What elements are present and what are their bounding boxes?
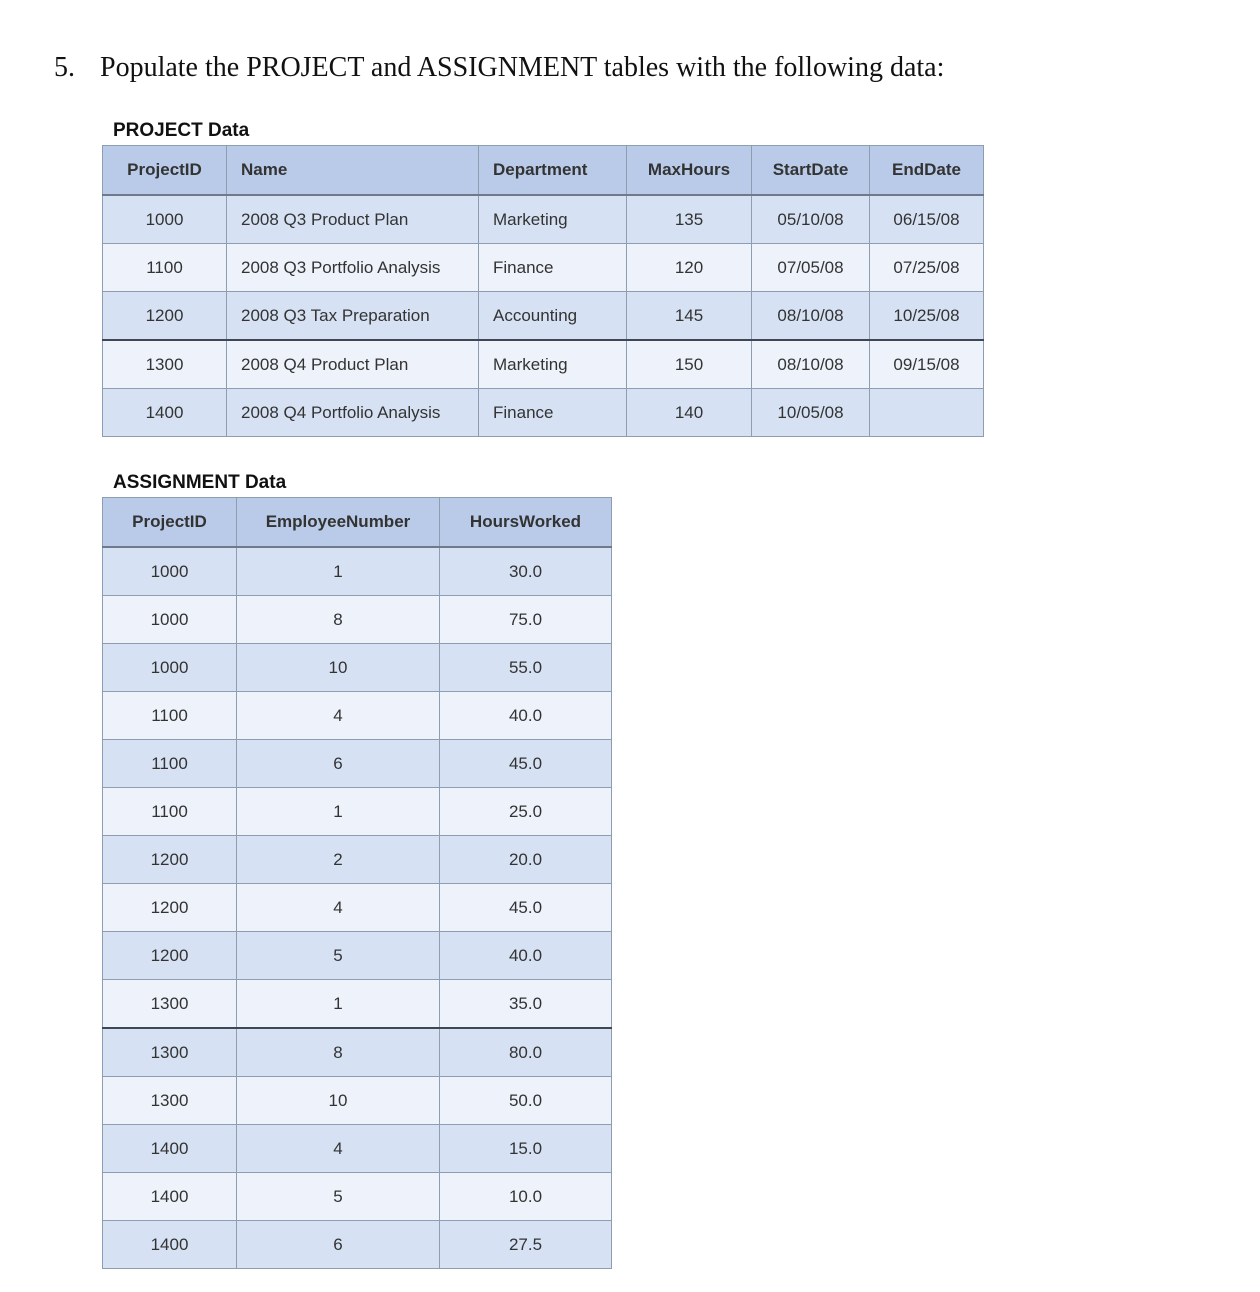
- cell-employeenumber: 2: [237, 836, 440, 884]
- cell-hoursworked: 55.0: [440, 644, 612, 692]
- cell-employeenumber: 1: [237, 980, 440, 1029]
- question-text: Populate the PROJECT and ASSIGNMENT tables with the following data:: [100, 52, 945, 83]
- assignment-table-caption: ASSIGNMENT Data: [113, 472, 287, 493]
- table-row: [103, 644, 612, 692]
- cell-startdate: 05/10/08: [752, 195, 870, 244]
- table-row: [103, 692, 612, 740]
- table-row: [103, 932, 612, 980]
- cell-startdate: 10/05/08: [752, 389, 870, 437]
- table-row: [103, 1221, 612, 1269]
- table-row: [103, 884, 612, 932]
- cell-projectid: 1400: [103, 1221, 237, 1269]
- assignment-table: [102, 497, 612, 1269]
- project-table-caption: PROJECT Data: [113, 120, 250, 141]
- table-row: [103, 244, 984, 292]
- cell-hoursworked: 45.0: [440, 740, 612, 788]
- cell-projectid: 1300: [103, 1077, 237, 1125]
- cell-projectid: 1400: [103, 1125, 237, 1173]
- cell-employeenumber: 5: [237, 1173, 440, 1221]
- table-row: [103, 788, 612, 836]
- cell-employeenumber: 10: [237, 644, 440, 692]
- cell-projectid: 1200: [103, 932, 237, 980]
- cell-department: Finance: [479, 244, 627, 292]
- cell-maxhours: 120: [627, 244, 752, 292]
- table-row: [103, 596, 612, 644]
- question-number: 5.: [54, 52, 75, 83]
- cell-employeenumber: 5: [237, 932, 440, 980]
- cell-projectid: 1000: [103, 596, 237, 644]
- cell-maxhours: 150: [627, 340, 752, 389]
- column-header-projectid: ProjectID: [103, 146, 227, 196]
- cell-projectid: 1200: [103, 836, 237, 884]
- cell-hoursworked: 15.0: [440, 1125, 612, 1173]
- cell-maxhours: 145: [627, 292, 752, 341]
- table-row: [103, 1077, 612, 1125]
- cell-projectid: 1300: [103, 340, 227, 389]
- table-row: [103, 1173, 612, 1221]
- column-header-name: Name: [227, 146, 479, 196]
- table-row: [103, 547, 612, 596]
- cell-enddate: [870, 389, 984, 437]
- column-header-startdate: StartDate: [752, 146, 870, 196]
- cell-hoursworked: 45.0: [440, 884, 612, 932]
- cell-maxhours: 135: [627, 195, 752, 244]
- cell-maxhours: 140: [627, 389, 752, 437]
- table-header-row: [103, 146, 984, 196]
- cell-employeenumber: 4: [237, 1125, 440, 1173]
- cell-name: 2008 Q3 Tax Preparation: [227, 292, 479, 341]
- table-header-row: [103, 498, 612, 548]
- cell-projectid: 1200: [103, 884, 237, 932]
- cell-enddate: 09/15/08: [870, 340, 984, 389]
- table-row: [103, 740, 612, 788]
- column-header-hoursworked: HoursWorked: [440, 498, 612, 548]
- cell-enddate: 06/15/08: [870, 195, 984, 244]
- column-header-projectid: ProjectID: [103, 498, 237, 548]
- cell-employeenumber: 4: [237, 692, 440, 740]
- cell-department: Marketing: [479, 195, 627, 244]
- table-row: [103, 389, 984, 437]
- cell-startdate: 07/05/08: [752, 244, 870, 292]
- cell-projectid: 1400: [103, 389, 227, 437]
- cell-startdate: 08/10/08: [752, 340, 870, 389]
- cell-startdate: 08/10/08: [752, 292, 870, 341]
- table-row: [103, 195, 984, 244]
- cell-projectid: 1100: [103, 244, 227, 292]
- cell-projectid: 1200: [103, 292, 227, 341]
- question-heading: [54, 52, 944, 84]
- cell-projectid: 1100: [103, 692, 237, 740]
- cell-hoursworked: 80.0: [440, 1028, 612, 1077]
- cell-department: Marketing: [479, 340, 627, 389]
- cell-hoursworked: 50.0: [440, 1077, 612, 1125]
- cell-projectid: 1000: [103, 644, 237, 692]
- cell-enddate: 10/25/08: [870, 292, 984, 341]
- cell-projectid: 1300: [103, 980, 237, 1029]
- column-header-maxhours: MaxHours: [627, 146, 752, 196]
- cell-name: 2008 Q4 Product Plan: [227, 340, 479, 389]
- column-header-employeenumber: EmployeeNumber: [237, 498, 440, 548]
- table-row: [103, 340, 984, 389]
- project-table: [102, 145, 984, 437]
- cell-department: Accounting: [479, 292, 627, 341]
- cell-hoursworked: 75.0: [440, 596, 612, 644]
- cell-name: 2008 Q3 Portfolio Analysis: [227, 244, 479, 292]
- cell-hoursworked: 35.0: [440, 980, 612, 1029]
- cell-employeenumber: 6: [237, 1221, 440, 1269]
- cell-employeenumber: 6: [237, 740, 440, 788]
- cell-hoursworked: 25.0: [440, 788, 612, 836]
- cell-hoursworked: 10.0: [440, 1173, 612, 1221]
- cell-employeenumber: 8: [237, 1028, 440, 1077]
- cell-hoursworked: 40.0: [440, 932, 612, 980]
- table-row: [103, 836, 612, 884]
- column-header-enddate: EndDate: [870, 146, 984, 196]
- cell-hoursworked: 27.5: [440, 1221, 612, 1269]
- cell-hoursworked: 40.0: [440, 692, 612, 740]
- table-row: [103, 292, 984, 341]
- table-row: [103, 980, 612, 1029]
- cell-name: 2008 Q4 Portfolio Analysis: [227, 389, 479, 437]
- cell-employeenumber: 8: [237, 596, 440, 644]
- cell-projectid: 1300: [103, 1028, 237, 1077]
- cell-projectid: 1100: [103, 788, 237, 836]
- cell-hoursworked: 30.0: [440, 547, 612, 596]
- cell-employeenumber: 10: [237, 1077, 440, 1125]
- cell-department: Finance: [479, 389, 627, 437]
- cell-projectid: 1000: [103, 195, 227, 244]
- cell-projectid: 1400: [103, 1173, 237, 1221]
- cell-projectid: 1100: [103, 740, 237, 788]
- cell-employeenumber: 1: [237, 547, 440, 596]
- table-row: [103, 1125, 612, 1173]
- cell-projectid: 1000: [103, 547, 237, 596]
- cell-name: 2008 Q3 Product Plan: [227, 195, 479, 244]
- cell-employeenumber: 4: [237, 884, 440, 932]
- table-row: [103, 1028, 612, 1077]
- cell-employeenumber: 1: [237, 788, 440, 836]
- cell-hoursworked: 20.0: [440, 836, 612, 884]
- column-header-department: Department: [479, 146, 627, 196]
- cell-enddate: 07/25/08: [870, 244, 984, 292]
